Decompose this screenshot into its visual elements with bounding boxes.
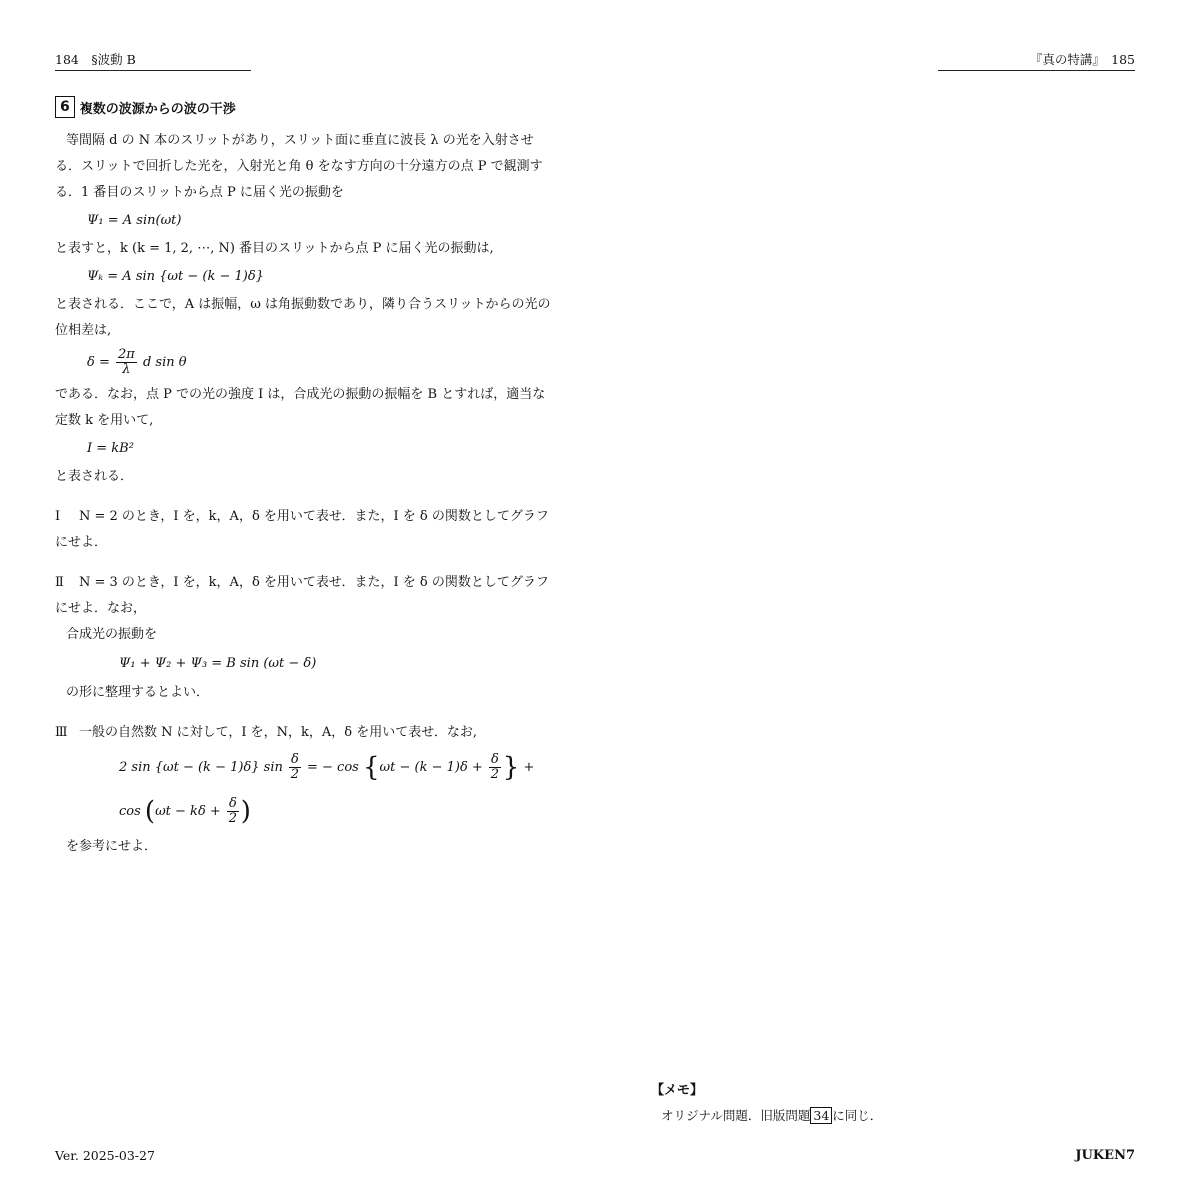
problem-text-5: と表される． (55, 469, 134, 484)
q3-eq-part-d: + cos (119, 760, 535, 819)
question-1-label: Ⅰ (55, 509, 61, 524)
brand-label: JUKEN7 (1075, 1148, 1135, 1163)
question-2 (55, 570, 555, 622)
memo-section (651, 1079, 882, 1124)
equation-delta-lhs: δ = (87, 355, 110, 370)
question-3-text: 一般の自然数 N に対して，I を，N，k，A，δ を用いて表せ．なお, (79, 725, 477, 740)
q3-eq-part-e: ωt − kδ + (155, 804, 221, 819)
problem-section (55, 96, 555, 860)
paren-open: ( (144, 796, 156, 827)
question-2-text: N = 3 のとき，I を，k，A，δ を用いて表せ．また，I を δ の関数としてグラフにせよ．なお， (55, 575, 549, 616)
problem-number: 6 (55, 96, 75, 118)
fraction-denominator: λ (122, 362, 131, 377)
question-1-text: N = 2 のとき，I を，k，A，δ を用いて表せ．また，I を δ の関数としてグラフにせよ． (55, 509, 549, 550)
fraction-numerator: δ (228, 796, 237, 811)
fraction-delta-over-2-a (289, 753, 301, 782)
equation-delta (55, 344, 555, 382)
equation-delta-rhs: d sin θ (142, 355, 187, 370)
header-right: 『真の特講』 185 (938, 50, 1135, 71)
problem-heading (55, 96, 555, 118)
problem-intro: 等間隔 d の N 本のスリットがあり，スリット面に垂直に波長 λ の光を入射させる．スリットで回折した光を，入射光と角 θ をなす方向の十分遠方の点 P で観測する．1 番目のスリットから点 P に届く光の振動を (55, 133, 543, 200)
memo-reference-number: 34 (810, 1107, 832, 1124)
fraction-delta-over-2-b (489, 753, 501, 782)
question-2-continuation: 合成光の振動を (66, 627, 158, 642)
equation-intensity: I = kB² (87, 441, 134, 456)
fraction-numerator: δ (490, 752, 499, 767)
question-1 (55, 504, 555, 556)
fraction-denominator: 2 (490, 767, 499, 782)
question-2-equation: Ψ₁ + Ψ₂ + Ψ₃ = B sin (ωt − δ) (119, 656, 317, 671)
brace-open: { (362, 752, 380, 783)
problem-text-2: と表すと，k (k = 1, 2, ⋯, N) 番目のスリットから点 P に届く光の振動は, (55, 241, 494, 256)
question-2-label: Ⅱ (55, 575, 64, 590)
memo-text (651, 1106, 882, 1124)
q3-eq-part-a: 2 sin {ωt − (k − 1)δ} sin (119, 760, 283, 775)
q3-eq-part-c: ωt − (k − 1)δ + (379, 760, 483, 775)
question-3-equation (55, 746, 555, 834)
question-3 (55, 720, 555, 746)
memo-title: 【メモ】 (651, 1083, 704, 1098)
version-label: Ver. 2025-03-27 (55, 1148, 155, 1163)
paren-close: ) (240, 796, 251, 827)
q3-eq-part-b: = − cos (306, 760, 359, 775)
brace-close: } (502, 752, 520, 783)
problem-text-4: である．なお，点 P での光の強度 I は，合成光の振動の振幅を B とすれば，適当な定数 k を用いて, (55, 387, 546, 428)
fraction-denominator: 2 (290, 767, 300, 782)
equation-psik: Ψₖ = A sin {ωt − (k − 1)δ} (87, 269, 264, 284)
question-2-end: の形に整理するとよい． (66, 685, 210, 700)
question-3-end: を参考にせよ． (66, 839, 158, 854)
memo-text-before: オリジナル問題．旧版問題 (661, 1108, 811, 1123)
equation-psi1: Ψ₁ = A sin(ωt) (87, 213, 182, 228)
header-left: 184 §波動 B (55, 50, 251, 71)
fraction-2pi-lambda (116, 348, 137, 377)
problem-title: 複数の波源からの波の干渉 (79, 101, 236, 117)
problem-text-3: と表される．ここで，A は振幅，ω は角振動数であり，隣り合うスリットからの光の位相差は, (55, 297, 551, 338)
fraction-delta-over-2-c (227, 797, 239, 826)
fraction-numerator: 2π (118, 347, 135, 362)
fraction-denominator: 2 (228, 811, 237, 826)
fraction-numerator: δ (291, 752, 299, 767)
question-3-label: Ⅲ (55, 725, 68, 740)
memo-text-after: に同じ． (832, 1108, 883, 1123)
